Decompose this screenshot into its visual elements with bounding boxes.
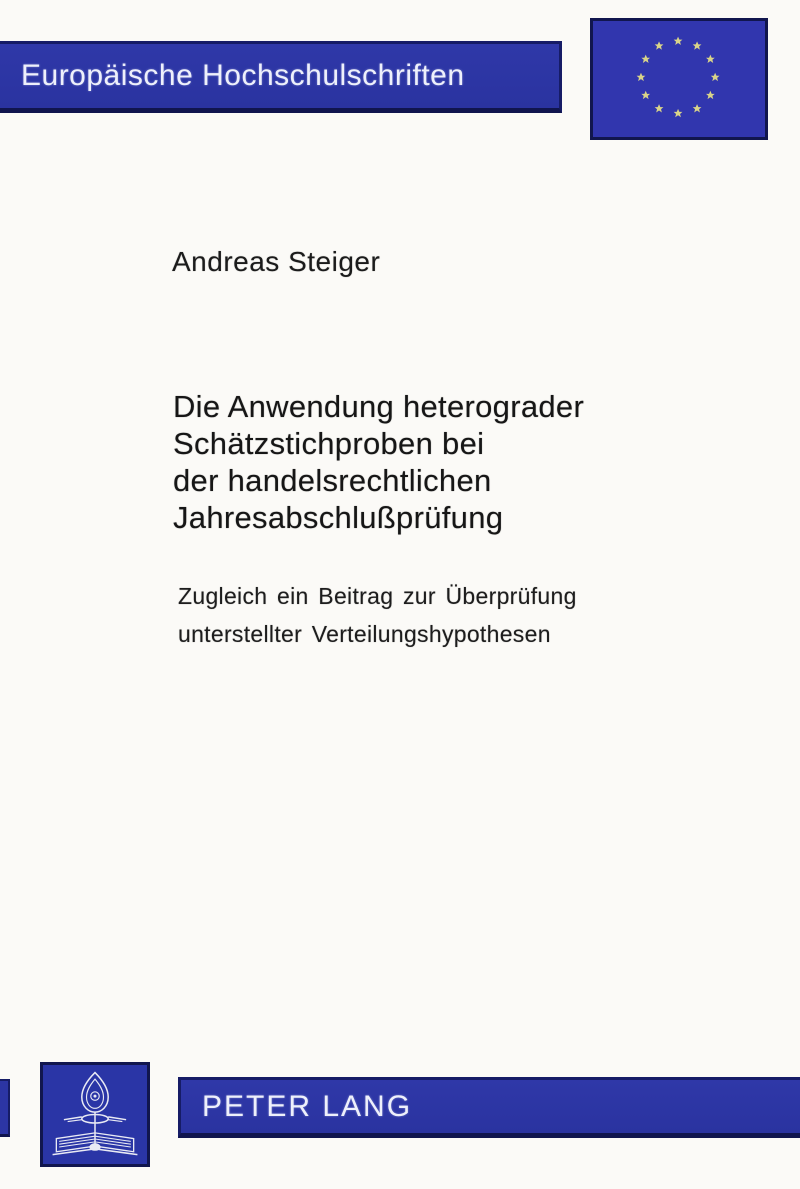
subtitle-line: Zugleich ein Beitrag zur Überprüfung bbox=[178, 583, 577, 609]
spine-strip bbox=[0, 1079, 10, 1137]
title-line: Jahresabschlußprüfung bbox=[173, 500, 504, 535]
publisher-logo bbox=[40, 1062, 150, 1167]
lamp-over-book-icon bbox=[43, 1065, 147, 1164]
publisher-banner bbox=[178, 1077, 800, 1138]
book-subtitle bbox=[178, 577, 577, 653]
title-line: Schätzstichproben bei bbox=[173, 426, 485, 461]
book-title bbox=[173, 388, 584, 536]
eu-flag-icon bbox=[590, 18, 768, 140]
eu-stars-ring bbox=[593, 21, 765, 137]
author-name: Andreas Steiger bbox=[172, 246, 381, 277]
series-title: Europäische Hochschulschriften bbox=[21, 59, 465, 92]
title-line: Die Anwendung heterograder bbox=[173, 389, 585, 424]
subtitle-line: unterstellter Verteilungshypothesen bbox=[178, 621, 551, 647]
publisher-name: PETER LANG bbox=[202, 1089, 413, 1123]
series-banner bbox=[0, 41, 562, 113]
title-line: der handelsrechtlichen bbox=[173, 463, 492, 498]
